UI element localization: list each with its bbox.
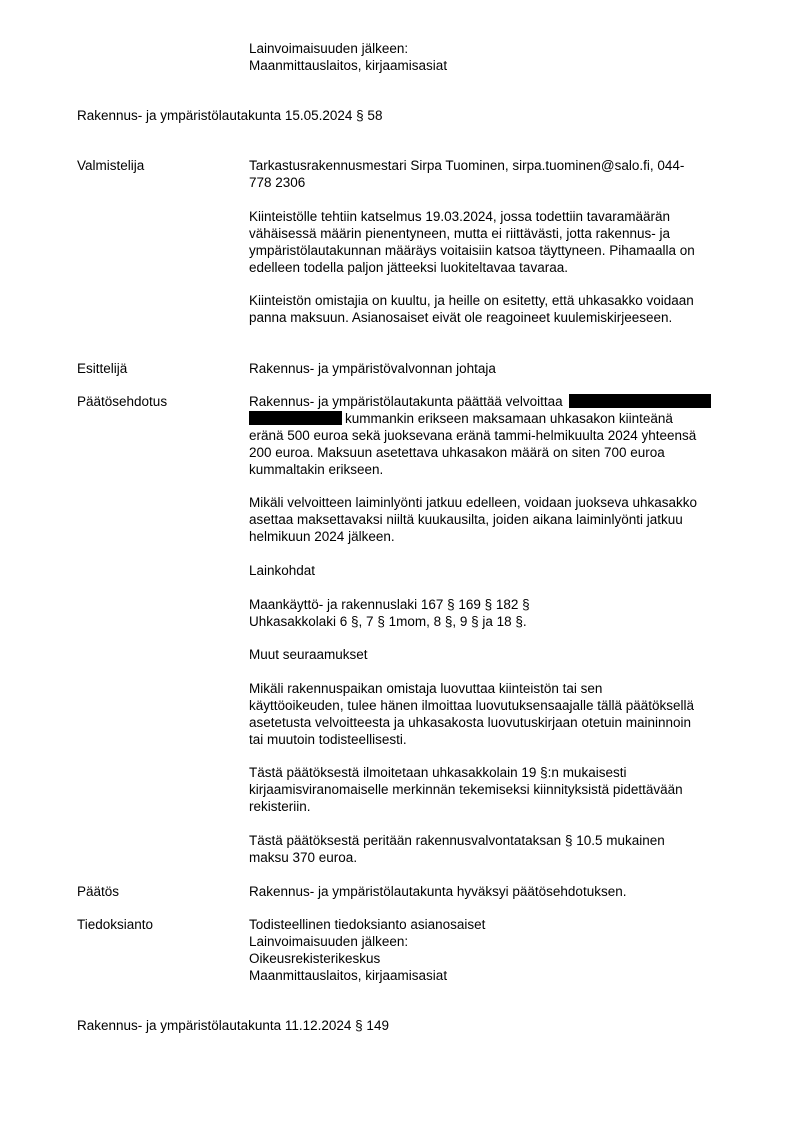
paatos-value: Rakennus- ja ympäristölautakunta hyväksyi päätösehdotuksen.: [249, 884, 627, 899]
text-line: eränä 500 euroa sekä juoksevana eränä tammi-helmikuulta 2024 yhteensä: [249, 428, 697, 443]
paatosehdotus-paragraph-1: [249, 393, 741, 478]
text-line: rekisteriin.: [249, 799, 311, 814]
valmistelija-content: [249, 157, 741, 191]
tiedoksianto-label: Tiedoksianto: [77, 917, 154, 932]
redaction-bar: [569, 394, 711, 408]
redaction-bar: [249, 411, 342, 425]
laws-list: [249, 596, 741, 630]
text-line: käyttöoikeuden, tulee hänen ilmoittaa luovutuksensaajalle tällä päätöksellä: [249, 698, 695, 713]
text-line: panna maksuun. Asianosaiset eivät ole reagoineet kuulemiskirjeeseen.: [249, 310, 673, 325]
muut-paragraph-3: [249, 832, 741, 866]
text-line: Todisteellinen tiedoksianto asianosaiset: [249, 917, 486, 932]
text-segment: Rakennus- ja ympäristölautakunta päättää velvoittaa: [249, 394, 563, 409]
meeting-heading-1: Rakennus- ja ympäristölautakunta 15.05.2024 § 58: [77, 108, 383, 123]
text-line: Maankäyttö- ja rakennuslaki 167 § 169 § 182 §: [249, 597, 530, 612]
text-line: 778 2306: [249, 175, 306, 190]
text-line: kummaltakin erikseen.: [249, 462, 384, 477]
paatos-label: Päätös: [77, 884, 120, 899]
lainkohdat-title: Lainkohdat: [249, 563, 316, 578]
text-line: maksu 370 euroa.: [249, 850, 358, 865]
text-line: kirjaamisviranomaiselle merkinnän tekemiseksi kiinnityksistä pidettävään: [249, 782, 683, 797]
text-line: Lainvoimaisuuden jälkeen:: [249, 41, 409, 56]
text-line: asettaa maksettavaksi niiltä kuukausilta, joiden aikana laiminlyönti jatkuu: [249, 512, 683, 527]
text-line: Tarkastusrakennusmestari Sirpa Tuominen, sirpa.tuominen@salo.fi, 044-: [249, 158, 685, 173]
text-line: Kiinteistön omistajia on kuultu, ja heille on esitetty, että uhkasakko voidaan: [249, 293, 694, 308]
text-line: 200 euroa. Maksuun asetettava uhkasakon määrä on siten 700 euroa: [249, 445, 665, 460]
valmistelija-paragraph-2: [249, 292, 741, 326]
muut-paragraph-1: [249, 680, 741, 748]
text-line: edelleen todella paljon jätteeksi luokiteltavaa tavaraa.: [249, 260, 568, 275]
meeting-heading-2: Rakennus- ja ympäristölautakunta 11.12.2024 § 149: [77, 1018, 389, 1033]
text-line: Oikeusrekisterikeskus: [249, 951, 381, 966]
muut-paragraph-2: [249, 764, 741, 815]
text-line: [249, 393, 741, 410]
esittelija-label: Esittelijä: [77, 361, 128, 376]
text-line: Tästä päätöksestä peritään rakennusvalvontataksan § 10.5 mukainen: [249, 833, 665, 848]
text-line: Uhkasakkolaki 6 §, 7 § 1mom, 8 §, 9 § ja 18 §.: [249, 614, 527, 629]
esittelija-value: Rakennus- ja ympäristövalvonnan johtaja: [249, 361, 496, 376]
text-line: Maanmittauslaitos, kirjaamisasiat: [249, 58, 448, 73]
text-line: Tästä päätöksestä ilmoitetaan uhkasakkolain 19 §:n mukaisesti: [249, 765, 627, 780]
text-line: ympäristölautakunnan määräys voitaisiin katsoa täyttyneen. Pihamaalla on: [249, 243, 695, 258]
text-line: Lainvoimaisuuden jälkeen:: [249, 934, 409, 949]
text-line: [249, 410, 741, 427]
text-line: helmikuun 2024 jälkeen.: [249, 529, 395, 544]
paatosehdotus-label: Päätösehdotus: [77, 394, 168, 409]
tiedoksianto-content: [249, 916, 741, 984]
text-line: Mikäli velvoitteen laiminlyönti jatkuu edelleen, voidaan juokseva uhkasakko: [249, 495, 698, 510]
paatosehdotus-paragraph-2: [249, 494, 741, 545]
text-line: tai muutoin todisteellisesti.: [249, 732, 407, 747]
text-line: vähäisessä määrin pienentyneen, mutta ei riittävästi, jotta rakennus- ja: [249, 226, 670, 241]
valmistelija-paragraph-1: [249, 208, 741, 276]
text-line: Mikäli rakennuspaikan omistaja luovuttaa kiinteistön tai sen: [249, 681, 603, 696]
text-line: Maanmittauslaitos, kirjaamisasiat: [249, 968, 448, 983]
text-line: Kiinteistölle tehtiin katselmus 19.03.2024, jossa todettiin tavaramäärän: [249, 209, 670, 224]
text-line: asetetusta velvoitteesta ja uhkasakosta luovutuskirjaan otetuin maininnoin: [249, 715, 692, 730]
text-segment: kummankin erikseen maksamaan uhkasakon kiinteänä: [345, 411, 673, 426]
muut-seuraamukset-title: Muut seuraamukset: [249, 647, 368, 662]
valmistelija-label: Valmistelija: [77, 158, 145, 173]
top-recipients-block: [249, 40, 741, 74]
